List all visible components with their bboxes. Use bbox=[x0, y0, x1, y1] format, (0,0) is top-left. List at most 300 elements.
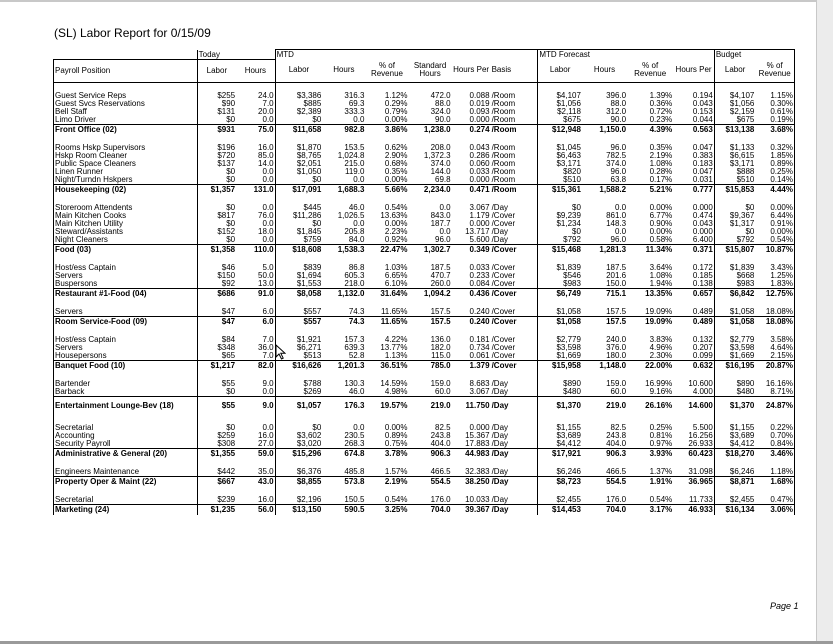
group-header-budget: Budget bbox=[714, 50, 794, 60]
cell-budget-pct-revenue: 4.64% bbox=[755, 344, 794, 352]
vertical-scrollbar[interactable] bbox=[816, 0, 833, 644]
cell-mtd-standard-hours: 176.0 bbox=[430, 495, 451, 504]
cell-mtd-pct-revenue: 5.66% bbox=[365, 184, 408, 195]
cell-mtd-hours-per: 38.250 bbox=[452, 476, 491, 487]
cell-today-labor: $0 bbox=[197, 220, 236, 228]
cell-forecast-labor: $6,749 bbox=[538, 288, 582, 299]
cell-mtd-pct-revenue: 0.79% bbox=[384, 107, 408, 116]
cell-forecast-hours-per: 0.138 bbox=[692, 279, 713, 288]
cell-mtd-basis: /Cover bbox=[491, 360, 538, 371]
spacer-cell bbox=[714, 487, 755, 496]
cell-mtd-pct-revenue: 19.57% bbox=[365, 396, 408, 415]
spacer-cell bbox=[197, 255, 236, 264]
table-row bbox=[54, 352, 795, 361]
cell-budget-labor: $3,689 bbox=[714, 432, 755, 440]
spacer-cell bbox=[322, 135, 365, 144]
cell-forecast-pct-revenue: 16.99% bbox=[645, 379, 673, 388]
cell-mtd-labor: $16,626 bbox=[275, 360, 322, 371]
spacer-cell bbox=[627, 459, 673, 468]
spacer-cell bbox=[275, 255, 322, 264]
cell-forecast-hours-per: 0.031 bbox=[692, 175, 713, 184]
spacer-cell bbox=[755, 487, 794, 496]
cell-forecast-hours: 376.0 bbox=[606, 343, 627, 352]
cell-today-labor: $92 bbox=[197, 280, 236, 289]
cell-mtd-pct-revenue: 0.00% bbox=[384, 219, 408, 228]
cell-today-hours: 7.0 bbox=[262, 351, 274, 360]
table-row bbox=[54, 236, 795, 245]
spacer-cell bbox=[755, 371, 794, 380]
cell-mtd-pct-revenue: 0.92% bbox=[384, 235, 408, 244]
spacer-cell bbox=[755, 82, 794, 92]
spacer-cell bbox=[275, 487, 322, 496]
cell-mtd-pct-revenue: 3.78% bbox=[365, 448, 408, 459]
cell-today-hours: 6.0 bbox=[262, 307, 274, 316]
cell-mtd-pct-revenue: 22.47% bbox=[365, 244, 408, 255]
cell-budget-pct-revenue: 0.22% bbox=[755, 424, 794, 432]
col-header-payroll-position: Payroll Position bbox=[54, 59, 198, 82]
cell-forecast-pct-revenue: 5.21% bbox=[627, 184, 673, 195]
cell-mtd-standard-hours: 0.0 bbox=[439, 227, 451, 236]
cell-mtd-labor: $557 bbox=[275, 308, 322, 317]
cell-mtd-standard-hours: 159.0 bbox=[430, 379, 451, 388]
cell-mtd-basis: /Day bbox=[491, 387, 509, 396]
cell-mtd-hours: 1,201.3 bbox=[322, 360, 365, 371]
subtotal-row bbox=[54, 396, 795, 415]
cell-budget-pct-revenue: 0.19% bbox=[755, 116, 794, 125]
cell-mtd-hours: 157.3 bbox=[344, 335, 365, 344]
cell-forecast-labor: $4,412 bbox=[538, 440, 582, 449]
spacer-cell bbox=[627, 135, 673, 144]
spacer-cell bbox=[452, 135, 491, 144]
cell-mtd-labor: $0 bbox=[275, 116, 322, 125]
cell-mtd-standard-hours: 144.0 bbox=[430, 167, 451, 176]
spacer-cell bbox=[714, 255, 755, 264]
cell-forecast-labor: $675 bbox=[538, 116, 582, 125]
cell-mtd-hours-per: 0.060 bbox=[469, 159, 490, 168]
cell-mtd-labor: $1,050 bbox=[275, 168, 322, 176]
cell-mtd-standard-hours: 1,238.0 bbox=[409, 124, 452, 135]
cell-position: Rooms Hskp Supervisors bbox=[54, 144, 198, 152]
cell-mtd-basis: /Cover bbox=[491, 288, 538, 299]
cell-today-labor: $65 bbox=[197, 352, 236, 361]
cell-forecast-hours-per: 46.933 bbox=[673, 504, 714, 515]
cell-mtd-standard-hours: 90.0 bbox=[435, 115, 451, 124]
cell-forecast-pct-revenue: 0.58% bbox=[649, 235, 673, 244]
cell-mtd-basis: /Day bbox=[491, 467, 509, 476]
cell-mtd-basis: /Cover bbox=[491, 211, 516, 220]
cell-mtd-basis: /Room bbox=[491, 167, 516, 176]
spacer-cell bbox=[365, 415, 408, 424]
spacer-cell bbox=[236, 82, 275, 92]
column-header-row bbox=[54, 59, 795, 82]
cell-mtd-pct-revenue: 0.54% bbox=[384, 203, 408, 212]
spacer-cell bbox=[673, 299, 714, 308]
cell-forecast-pct-revenue: 0.35% bbox=[649, 143, 673, 152]
cell-forecast-labor: $4,107 bbox=[538, 92, 582, 100]
cell-mtd-basis: /Cover bbox=[491, 316, 538, 327]
cell-forecast-labor: $1,234 bbox=[538, 220, 582, 228]
cell-mtd-pct-revenue: 0.54% bbox=[384, 495, 408, 504]
cell-position: Secretarial bbox=[54, 424, 198, 432]
cell-forecast-pct-revenue: 0.17% bbox=[649, 175, 673, 184]
spacer-cell bbox=[452, 459, 491, 468]
cell-today-hours: 6.0 bbox=[236, 316, 275, 327]
cell-forecast-hours: 157.5 bbox=[606, 307, 627, 316]
cell-forecast-hours-per: 60.423 bbox=[673, 448, 714, 459]
cell-forecast-hours-per: 0.047 bbox=[692, 143, 713, 152]
cell-forecast-pct-revenue: 3.93% bbox=[627, 448, 673, 459]
cell-position: Food (03) bbox=[54, 244, 198, 255]
spacer-cell bbox=[582, 135, 627, 144]
spacer-cell bbox=[582, 299, 627, 308]
cell-forecast-hours: 861.0 bbox=[606, 211, 627, 220]
cell-mtd-labor: $1,694 bbox=[275, 272, 322, 280]
cell-budget-pct-revenue: 1.18% bbox=[755, 468, 794, 477]
col-header-mtd-labor: Labor bbox=[275, 59, 322, 82]
cell-forecast-hours: 0.0 bbox=[614, 227, 627, 236]
table-row bbox=[54, 176, 795, 185]
cell-budget-labor: $888 bbox=[714, 168, 755, 176]
cell-mtd-hours: 130.3 bbox=[344, 379, 365, 388]
cell-mtd-labor: $3,386 bbox=[275, 92, 322, 100]
cell-today-labor: $90 bbox=[197, 100, 236, 108]
spacer-cell bbox=[409, 82, 452, 92]
cell-mtd-standard-hours: 324.0 bbox=[430, 107, 451, 116]
cell-mtd-hours-per: 17.883 bbox=[465, 439, 490, 448]
cell-mtd-labor: $885 bbox=[275, 100, 322, 108]
spacer-cell bbox=[197, 135, 236, 144]
cell-forecast-pct-revenue: 11.34% bbox=[627, 244, 673, 255]
cell-forecast-labor: $1,669 bbox=[538, 352, 582, 361]
labor-report-table bbox=[53, 49, 795, 515]
spacer-cell bbox=[714, 327, 755, 336]
cell-budget-pct-revenue: 20.87% bbox=[755, 360, 794, 371]
cell-forecast-pct-revenue: 2.19% bbox=[649, 151, 673, 160]
cell-mtd-hours-per: 39.367 bbox=[452, 504, 491, 515]
cell-mtd-basis: /Cover bbox=[491, 279, 516, 288]
spacer-cell bbox=[538, 415, 582, 424]
subtotal-row bbox=[54, 124, 795, 135]
cell-budget-labor: $15,853 bbox=[714, 184, 755, 195]
cell-mtd-hours: 573.8 bbox=[322, 476, 365, 487]
cell-mtd-labor: $1,553 bbox=[275, 280, 322, 289]
cell-forecast-hours-per: 16.256 bbox=[688, 431, 713, 440]
cell-position: Main Kitchen Utility bbox=[54, 220, 198, 228]
cell-mtd-hours-per: 0.734 bbox=[469, 343, 490, 352]
cell-forecast-hours-per: 0.207 bbox=[692, 343, 713, 352]
cell-forecast-labor: $1,155 bbox=[538, 424, 582, 432]
cell-mtd-hours-per: 0.043 bbox=[469, 143, 490, 152]
cell-mtd-basis: /Cover bbox=[491, 335, 516, 344]
cell-mtd-labor: $759 bbox=[275, 236, 322, 245]
cell-position: Property Oper & Maint (22) bbox=[54, 476, 198, 487]
cell-budget-pct-revenue: 0.54% bbox=[755, 236, 794, 245]
cell-forecast-labor: $17,921 bbox=[538, 448, 582, 459]
cell-today-hours: 20.0 bbox=[258, 107, 274, 116]
cell-mtd-labor: $6,376 bbox=[275, 468, 322, 477]
cell-mtd-basis: /Day bbox=[491, 439, 509, 448]
cell-position: Barback bbox=[54, 388, 198, 397]
group-header-row bbox=[54, 50, 795, 60]
spacer-cell bbox=[582, 415, 627, 424]
cell-position: Accounting bbox=[54, 432, 198, 440]
cell-mtd-pct-revenue: 14.59% bbox=[380, 379, 408, 388]
spacer-cell bbox=[582, 82, 627, 92]
cell-mtd-labor: $0 bbox=[275, 424, 322, 432]
cell-forecast-hours: 0.0 bbox=[614, 203, 627, 212]
cell-budget-pct-revenue: 3.58% bbox=[755, 336, 794, 344]
spacer-cell bbox=[452, 299, 491, 308]
col-header-mtd-hours-per: Hours Per bbox=[452, 59, 491, 82]
table-row bbox=[54, 160, 795, 168]
spacer-cell bbox=[491, 487, 538, 496]
cell-forecast-labor: $890 bbox=[538, 380, 582, 388]
spacer-row bbox=[54, 82, 795, 92]
cell-forecast-hours: 157.5 bbox=[582, 316, 627, 327]
cell-budget-labor: $890 bbox=[714, 380, 755, 388]
cell-forecast-hours-per: 5.500 bbox=[692, 423, 713, 432]
cell-mtd-pct-revenue: 6.65% bbox=[384, 271, 408, 280]
spacer-cell bbox=[582, 255, 627, 264]
cell-forecast-hours-per: 0.153 bbox=[692, 107, 713, 116]
cell-mtd-pct-revenue: 3.86% bbox=[365, 124, 408, 135]
col-header-forecast-hours: Hours bbox=[582, 59, 627, 82]
spacer-cell bbox=[538, 255, 582, 264]
spacer-cell bbox=[236, 255, 275, 264]
cell-forecast-labor: $3,689 bbox=[538, 432, 582, 440]
cell-budget-labor: $6,246 bbox=[714, 468, 755, 477]
cell-mtd-labor: $2,389 bbox=[275, 108, 322, 116]
cell-forecast-labor: $2,118 bbox=[538, 108, 582, 116]
table-row bbox=[54, 212, 795, 220]
cell-budget-labor: $668 bbox=[714, 272, 755, 280]
table-row bbox=[54, 144, 795, 152]
cell-mtd-basis: /Day bbox=[491, 227, 509, 236]
spacer-cell bbox=[491, 459, 538, 468]
cell-mtd-basis: /Day bbox=[491, 504, 538, 515]
cell-position: Room Service-Food (09) bbox=[54, 316, 198, 327]
cell-forecast-hours: 312.0 bbox=[606, 107, 627, 116]
spacer-cell bbox=[627, 299, 673, 308]
cell-today-hours: 110.0 bbox=[236, 244, 275, 255]
spacer-cell bbox=[275, 82, 322, 92]
cell-mtd-pct-revenue: 0.89% bbox=[384, 431, 408, 440]
cell-today-labor: $720 bbox=[197, 152, 236, 160]
cell-forecast-pct-revenue: 3.17% bbox=[627, 504, 673, 515]
cell-mtd-hours: 1,026.5 bbox=[337, 211, 365, 220]
cell-forecast-pct-revenue: 0.25% bbox=[649, 423, 673, 432]
cell-mtd-labor: $513 bbox=[275, 352, 322, 361]
cell-mtd-basis: /Day bbox=[491, 476, 538, 487]
cell-forecast-hours: 60.0 bbox=[610, 387, 627, 396]
cell-today-hours: 43.0 bbox=[236, 476, 275, 487]
cell-mtd-hours: 0.0 bbox=[353, 219, 365, 228]
spacer-cell bbox=[755, 415, 794, 424]
table-row bbox=[54, 168, 795, 176]
cell-forecast-labor: $3,598 bbox=[538, 344, 582, 352]
spacer-cell bbox=[322, 415, 365, 424]
cell-forecast-pct-revenue: 1.37% bbox=[649, 467, 673, 476]
spacer-cell bbox=[673, 255, 714, 264]
spacer-cell bbox=[538, 371, 582, 380]
spacer-cell bbox=[673, 487, 714, 496]
cell-forecast-pct-revenue: 1.08% bbox=[649, 159, 673, 168]
cell-mtd-basis: /Cover bbox=[491, 307, 516, 316]
cell-mtd-labor: $11,658 bbox=[275, 124, 322, 135]
cell-today-hours: 16.0 bbox=[258, 143, 274, 152]
cell-mtd-basis: /Day bbox=[491, 235, 509, 244]
spacer-cell bbox=[54, 459, 198, 468]
table-row bbox=[54, 432, 795, 440]
cell-mtd-standard-hours: 243.8 bbox=[430, 431, 451, 440]
cell-mtd-pct-revenue: 4.22% bbox=[384, 335, 408, 344]
spacer-cell bbox=[673, 195, 714, 204]
cell-forecast-pct-revenue: 0.90% bbox=[649, 219, 673, 228]
cell-mtd-hours: 74.3 bbox=[348, 307, 365, 316]
cell-mtd-pct-revenue: 11.65% bbox=[380, 307, 408, 316]
cell-forecast-hours: 466.5 bbox=[606, 467, 627, 476]
cell-forecast-hours-per: 0.099 bbox=[692, 351, 713, 360]
cell-mtd-basis: /Room bbox=[491, 107, 516, 116]
cell-budget-labor: $792 bbox=[714, 236, 755, 245]
cell-mtd-hours-per: 0.033 bbox=[469, 263, 490, 272]
cell-budget-labor: $0 bbox=[714, 204, 755, 212]
cell-mtd-hours: 1,538.3 bbox=[322, 244, 365, 255]
cell-today-hours: 85.0 bbox=[258, 151, 274, 160]
cell-mtd-hours: 268.3 bbox=[344, 439, 365, 448]
cell-budget-pct-revenue: 3.68% bbox=[755, 124, 794, 135]
cell-forecast-hours: 187.5 bbox=[606, 263, 627, 272]
spacer-row bbox=[54, 415, 795, 424]
cell-forecast-hours: 96.0 bbox=[610, 167, 627, 176]
cell-mtd-pct-revenue: 13.77% bbox=[380, 343, 408, 352]
cell-forecast-hours-per: 0.371 bbox=[673, 244, 714, 255]
cell-forecast-labor: $3,171 bbox=[538, 160, 582, 168]
cell-today-hours: 35.0 bbox=[258, 467, 274, 476]
cell-today-hours: 75.0 bbox=[236, 124, 275, 135]
cell-position: Main Kitchen Cooks bbox=[54, 212, 198, 220]
cell-budget-pct-revenue: 0.25% bbox=[755, 168, 794, 176]
cell-budget-pct-revenue: 1.25% bbox=[755, 272, 794, 280]
spacer-cell bbox=[452, 195, 491, 204]
cell-mtd-labor: $18,608 bbox=[275, 244, 322, 255]
cell-forecast-labor: $0 bbox=[538, 204, 582, 212]
cell-today-hours: 0.0 bbox=[262, 203, 274, 212]
spacer-cell bbox=[236, 459, 275, 468]
cell-mtd-standard-hours: 374.0 bbox=[430, 159, 451, 168]
cell-position: Administrative & General (20) bbox=[54, 448, 198, 459]
spacer-cell bbox=[322, 459, 365, 468]
cell-forecast-hours-per: 0.132 bbox=[692, 335, 713, 344]
cell-position: Guest Service Reps bbox=[54, 92, 198, 100]
cell-forecast-labor: $820 bbox=[538, 168, 582, 176]
cell-forecast-hours: 404.0 bbox=[606, 439, 627, 448]
spacer-cell bbox=[491, 195, 538, 204]
cell-today-hours: 0.0 bbox=[262, 235, 274, 244]
spacer-row bbox=[54, 299, 795, 308]
spacer-cell bbox=[54, 299, 198, 308]
cell-mtd-pct-revenue: 0.75% bbox=[384, 439, 408, 448]
spacer-cell bbox=[452, 255, 491, 264]
cell-position: Storeroom Attendents bbox=[54, 204, 198, 212]
cell-mtd-hours-per: 0.061 bbox=[469, 351, 490, 360]
spacer-cell bbox=[236, 195, 275, 204]
cell-mtd-hours-per: 0.033 bbox=[469, 167, 490, 176]
cell-budget-pct-revenue: 10.87% bbox=[755, 244, 794, 255]
spacer-cell bbox=[673, 82, 714, 92]
table-row bbox=[54, 280, 795, 289]
cell-forecast-pct-revenue: 3.64% bbox=[649, 263, 673, 272]
cell-today-hours: 82.0 bbox=[236, 360, 275, 371]
cell-mtd-hours: 316.3 bbox=[344, 91, 365, 100]
cell-budget-labor: $1,370 bbox=[714, 396, 755, 415]
spacer-cell bbox=[236, 415, 275, 424]
cell-forecast-labor: $15,468 bbox=[538, 244, 582, 255]
cell-today-hours: 0.0 bbox=[262, 167, 274, 176]
cell-today-hours: 0.0 bbox=[262, 219, 274, 228]
spacer-cell bbox=[755, 195, 794, 204]
cell-mtd-hours: 215.0 bbox=[344, 159, 365, 168]
cell-mtd-hours: 982.8 bbox=[322, 124, 365, 135]
cell-mtd-hours-per: 3.067 bbox=[469, 203, 490, 212]
cell-mtd-pct-revenue: 1.57% bbox=[384, 467, 408, 476]
cell-forecast-hours: 88.0 bbox=[610, 99, 627, 108]
cell-forecast-hours-per: 0.777 bbox=[673, 184, 714, 195]
cell-forecast-labor: $546 bbox=[538, 272, 582, 280]
cell-mtd-hours-per: 1.179 bbox=[469, 211, 490, 220]
cell-mtd-pct-revenue: 1.12% bbox=[384, 91, 408, 100]
cell-mtd-basis: /Day bbox=[491, 379, 509, 388]
cell-mtd-hours-per: 11.750 bbox=[452, 396, 491, 415]
spacer-row bbox=[54, 371, 795, 380]
spacer-cell bbox=[322, 255, 365, 264]
cell-mtd-pct-revenue: 31.64% bbox=[365, 288, 408, 299]
spacer-cell bbox=[582, 487, 627, 496]
cell-mtd-pct-revenue: 2.90% bbox=[384, 151, 408, 160]
spacer-cell bbox=[673, 327, 714, 336]
cell-budget-labor: $1,058 bbox=[714, 316, 755, 327]
cell-forecast-pct-revenue: 4.39% bbox=[627, 124, 673, 135]
cell-budget-labor: $1,058 bbox=[714, 308, 755, 317]
cell-mtd-standard-hours: 260.0 bbox=[430, 279, 451, 288]
cell-mtd-hours: 74.3 bbox=[322, 316, 365, 327]
cell-mtd-basis: /Cover bbox=[491, 343, 516, 352]
cell-budget-labor: $2,455 bbox=[714, 496, 755, 505]
cell-mtd-standard-hours: 466.5 bbox=[430, 467, 451, 476]
cell-mtd-basis: /Room bbox=[491, 175, 516, 184]
cell-mtd-standard-hours: 187.5 bbox=[430, 263, 451, 272]
cell-mtd-pct-revenue: 2.19% bbox=[365, 476, 408, 487]
cell-mtd-hours-per: 8.683 bbox=[469, 379, 490, 388]
cell-today-labor: $47 bbox=[197, 316, 236, 327]
col-header-forecast-hours-per: Hours Per bbox=[673, 59, 714, 82]
cell-today-labor: $255 bbox=[197, 92, 236, 100]
cell-mtd-standard-hours: 1,302.7 bbox=[409, 244, 452, 255]
table-row bbox=[54, 344, 795, 352]
cell-today-labor: $0 bbox=[197, 168, 236, 176]
cell-budget-pct-revenue: 24.87% bbox=[755, 396, 794, 415]
cell-mtd-pct-revenue: 0.68% bbox=[384, 159, 408, 168]
cell-forecast-labor: $15,958 bbox=[538, 360, 582, 371]
cell-mtd-hours: 176.3 bbox=[322, 396, 365, 415]
spacer-cell bbox=[54, 371, 198, 380]
cell-today-labor: $137 bbox=[197, 160, 236, 168]
cell-mtd-hours: 230.5 bbox=[344, 431, 365, 440]
spacer-cell bbox=[365, 82, 408, 92]
cell-position: Entertainment Lounge-Bev (18) bbox=[54, 396, 198, 415]
cell-mtd-basis: /Room bbox=[491, 99, 516, 108]
cell-budget-labor: $1,839 bbox=[714, 264, 755, 272]
